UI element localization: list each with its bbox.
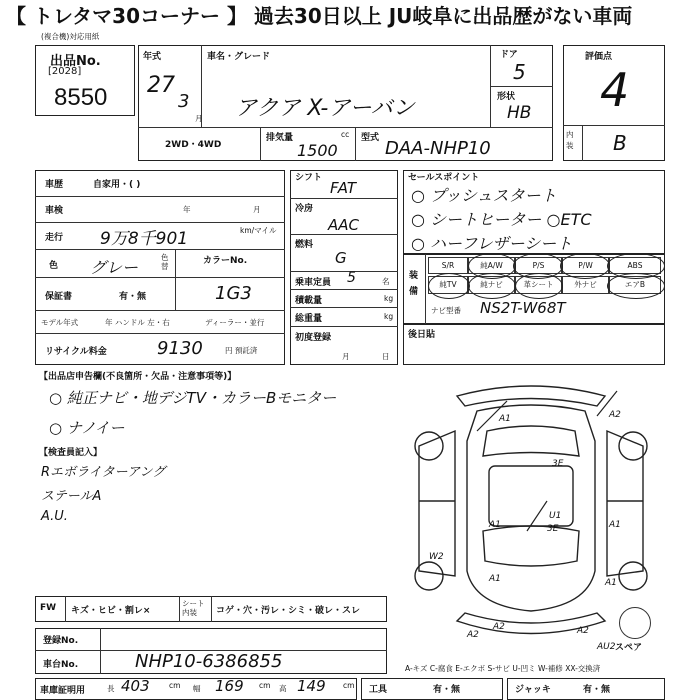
length-value: 403 [121,677,150,695]
seller-note-2: ○ ナノイー [49,419,125,437]
diagram-mark: A2 [467,630,479,640]
equip-aftermarket-nav: 外ナビ [562,276,609,294]
after-check-label: 後日貼 [408,330,436,340]
garage-cert-label: 車庫証明用 [40,686,86,696]
spec-box [35,170,285,365]
chassis-label: 車台No. [43,660,79,670]
vehicle-value: アクア X-アーバン [235,96,415,121]
reg-label: 登録No. [43,636,79,646]
equip-pw: P/W [562,257,609,274]
equip-airbag: エアB [609,276,661,294]
lot-number: 8550 [54,84,108,111]
recycle-label: リサイクル料金 [45,347,107,357]
fw-damage: キズ・ヒビ・割レ× [71,606,151,616]
first-reg-label: 初度登録 [295,333,332,343]
diagram-mark: A1 [489,520,501,530]
color-label: 色 [49,261,59,271]
lot-label: 出品No. [50,54,101,69]
diagram-mark: AU2 [597,642,616,652]
diagram-mark: A1 [609,520,621,530]
aircon-value: AAC [328,216,359,234]
year-value: 27 [147,73,175,98]
nav-model-label: ナビ型番 [431,306,461,315]
color-no-value: 1G3 [215,283,252,304]
width-value: 169 [215,677,244,695]
circle-mark [515,273,563,299]
inspector-note-1: Rエボライターアング [41,465,166,480]
seller-note-1: ○ 純正ナビ・地デジTV・カラーBモニター [49,389,337,407]
nav-model-value: NS2T-W68T [480,299,566,317]
color-value: グレー [90,258,139,277]
capacity-label: 乗車定員 [295,278,332,288]
drive-label: 2WD・4WD [165,140,222,150]
sales-point-3: ○ ハーフレザーシート [411,234,573,253]
sales-point-1: ○ プッシュスタート [411,186,557,205]
equipment-label: 装備 [409,271,419,297]
equip-leather: 革シート [515,276,562,294]
equip-ps: P/S [515,257,562,274]
color-no-label: カラーNo. [203,256,248,266]
tools-label: 工具 [369,685,388,695]
equip-alloy: 純A/W [468,257,515,274]
displacement-value: 1500 [297,141,338,160]
diagram-mark: A1 [489,574,501,584]
equip-sr: S/R [428,257,468,274]
diagram-mark: A1 [605,578,617,588]
doors-label: ドア [500,50,518,60]
seller-notes-label: 【出品店申告欄(不良箇所・欠品・注意事項等)】 [39,372,237,382]
circle-mark [428,273,470,299]
lot-box [35,45,135,116]
shift-value: FAT [330,179,357,197]
diagram-mark: 3E [552,459,564,469]
gross-weight-label: 総重量 [295,314,323,324]
grade-label: 評価点 [585,52,613,62]
history-value: 自家用・( ) [93,180,141,190]
chassis-value: NHP10-6386855 [135,651,283,672]
tools-value: 有・無 [433,685,461,695]
diagram-mark: 3E [547,524,559,534]
handle-label: 年 ハンドル 左・右 [105,318,170,327]
fuel-label: 燃料 [295,240,314,250]
inspector-notes-label: 【検査員記入】 [39,448,103,458]
shape-value: HB [507,103,532,123]
mileage-label: 走行 [45,233,64,243]
year-month: 3 [178,91,190,112]
seat-damage: コゲ・穴・汚レ・シミ・破レ・スレ [216,606,361,616]
warranty-label: 保証書 [45,292,73,302]
displacement-label: 排気量 [266,133,294,143]
spare-label: スペア [615,643,643,653]
inspector-note-2: ステールA [41,489,102,504]
page-header: 【 トレタマ30コーナー 】 過去30日以上 JU岐阜に出品歴がない車両 [0,0,700,32]
height-value: 149 [297,677,326,695]
lot-code: [2028] [48,66,82,77]
seat-label: シート内装 [182,599,205,617]
diagram-mark: A2 [609,410,621,420]
circle-mark [560,253,610,279]
fw-label: FW [40,603,57,613]
vehicle-label: 車名・グレード [207,52,271,62]
shape-label: 形状 [497,92,516,102]
grade-value: 4 [600,63,630,117]
aircon-label: 冷房 [295,204,314,214]
model-year-label: モデル年式 [41,318,79,327]
model-label: 型式 [361,133,380,143]
form-note: (複合機)対応用紙 [41,32,100,41]
mileage-value: 9万8千901 [100,229,189,249]
equip-abs: ABS [609,257,661,274]
doors-value: 5 [513,60,526,84]
circle-mark [607,273,665,299]
shift-label: シフト [295,173,323,183]
diagram-mark: A2 [493,622,505,632]
inspection-label: 車検 [45,206,64,216]
dealer-label: ディーラー・並行 [205,318,265,327]
warranty-value: 有・無 [119,292,147,302]
fuel-value: G [335,249,347,267]
diagram-mark: A1 [499,414,511,424]
equip-tv: 純TV [428,276,468,294]
jack-value: 有・無 [583,685,611,695]
interior-value: B [613,131,627,155]
year-label: 年式 [143,52,162,62]
after-check-box [403,324,665,365]
interior-label: 内装 [566,130,574,150]
sales-points-label: セールスポイント [408,173,480,183]
inspector-note-3: A.U. [41,509,68,524]
load-label: 積載量 [295,296,323,306]
spare-tire-icon [619,607,651,639]
model-value: DAA-NHP10 [385,138,491,159]
diagram-mark: A2 [577,626,589,636]
capacity-value: 5 [347,270,356,286]
color-change-label: 色替 [161,253,169,271]
sales-point-2: ○ シートヒーター ○ETC [411,210,592,229]
history-label: 車歴 [45,180,64,190]
diagram-mark: U1 [549,511,562,521]
damage-legend: A-キズ C-腐食 E-エクボ S-サビ U-凹ミ W-補修 XX-交換済 [405,664,601,673]
equip-nav: 純ナビ [468,276,515,294]
auction-sheet: (複合機)対応用紙 出品No. [2028] 8550 年式 27 3 月 車名・グレード アクア X-アーバン ドア 5 形状 HB 2WD・4WD 排気量 cc 1500 型式 DAA-NHP10 評価点 4 内装 B 車歴 自家用・( ) 車検 年 月 走行 9万8千901 km/マイル 色 グレー 色替 カラーNo. 1G3 保証書 有・無 モデル年式 年 ハンドル 左・右 ディーラー・並行 リサイクル料金 9130 円 預託済 シフト FAT 冷房 AAC 燃料 G 乗車定員 5 名 積載量 kg 総重量 kg 初度登録 月 日 セールスポイント ○ プッシュスタート ○ シートヒーター ○ETC ○ ハーフレザーシート 装備 S/R 純A/W P/S P/W ABS 純TV 純ナビ 革シート 外ナビ エアB ナビ型番 NS2T-W68T 後日貼 【出品店申告欄(不良箇所・欠品・注意事項等)】 ○ 純正ナビ・地デジTV・カラーBモニター ○ ナノイー 【検査員記入】 Rエボライターアング ステールA A.U. A1 A2 3E A1 U1 3E A1 W2 A1 A1 A2 AU2 A2 A2 スペア FW キズ・ヒビ・割レ× シート内装 コゲ・穴・汚レ・シミ・破レ・スレ 登録No. 車台No. NHP10-6386855 A-キズ C-腐食 E-エクボ S-サビ U-凹ミ W-補修 XX-交換済 車庫証明用 長 403 cm 幅 169 cm 高 149 cm 工具 有・無 ジャッキ 有・無 [35,33,665,700]
recycle-value: 9130 [157,338,203,359]
diagram-mark: W2 [429,552,444,562]
jack-label: ジャッキ [515,685,551,695]
circle-mark [468,273,516,299]
